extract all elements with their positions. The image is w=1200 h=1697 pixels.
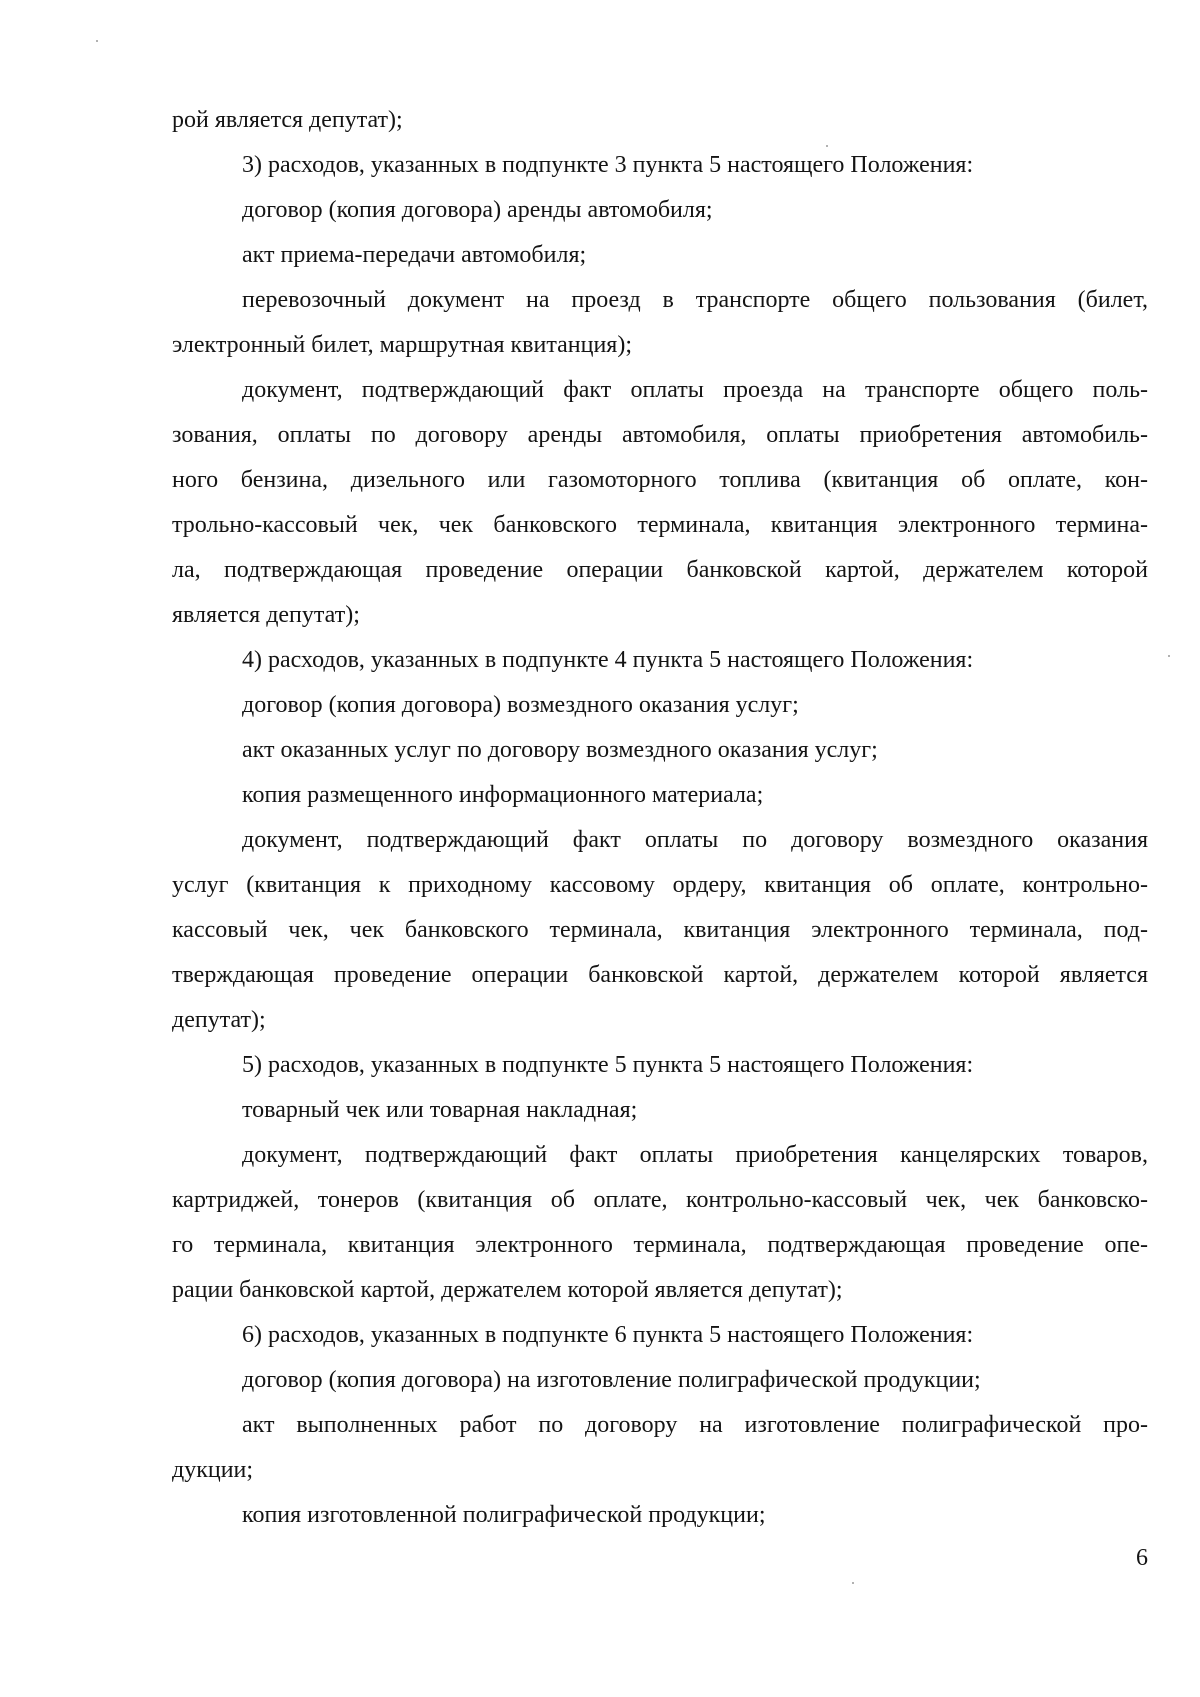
text-line: договор (копия договора) аренды автомобиля; bbox=[242, 197, 713, 223]
text-line: ла, подтверждающая проведение операции банковской картой, держателем которой bbox=[172, 557, 1148, 583]
text-line: картриджей, тонеров (квитанция об оплате, контрольно-кассовый чек, чек банковско- bbox=[172, 1187, 1148, 1213]
text-line: кассовый чек, чек банковского терминала, квитанция электронного терминала, под- bbox=[172, 917, 1148, 943]
text-line: 4) расходов, указанных в подпункте 4 пункта 5 настоящего Положения: bbox=[242, 647, 974, 673]
text-line: депутат); bbox=[172, 1007, 266, 1033]
text-line: 6) расходов, указанных в подпункте 6 пункта 5 настоящего Положения: bbox=[242, 1322, 974, 1348]
text-line: рации банковской картой, держателем которой является депутат); bbox=[172, 1277, 843, 1303]
text-line: дукции; bbox=[172, 1457, 254, 1483]
text-line: акт приема-передачи автомобиля; bbox=[242, 242, 587, 268]
text-line: товарный чек или товарная накладная; bbox=[242, 1097, 638, 1123]
text-line: копия размещенного информационного материала; bbox=[242, 782, 764, 808]
scan-speck bbox=[1168, 655, 1170, 657]
text-line: является депутат); bbox=[172, 602, 360, 628]
text-line: документ, подтверждающий факт оплаты по договору возмездного оказания bbox=[242, 827, 1148, 853]
text-line: го терминала, квитанция электронного терминала, подтверждающая проведение опе- bbox=[172, 1232, 1148, 1258]
scan-speck bbox=[852, 1582, 854, 1584]
text-line: акт оказанных услуг по договору возмездного оказания услуг; bbox=[242, 737, 878, 763]
text-line: электронный билет, маршрутная квитанция); bbox=[172, 332, 633, 358]
text-line: договор (копия договора) возмездного оказания услуг; bbox=[242, 692, 799, 718]
text-line: акт выполненных работ по договору на изготовление полиграфической про- bbox=[242, 1412, 1148, 1438]
text-line: зования, оплаты по договору аренды автомобиля, оплаты приобретения автомобиль- bbox=[172, 422, 1148, 448]
text-line: договор (копия договора) на изготовление полиграфической продукции; bbox=[242, 1367, 981, 1393]
text-line: тверждающая проведение операции банковской картой, держателем которой является bbox=[172, 962, 1148, 988]
text-line: перевозочный документ на проезд в транспорте общего пользования (билет, bbox=[242, 287, 1148, 313]
text-line: копия изготовленной полиграфической продукции; bbox=[242, 1502, 766, 1528]
scan-speck bbox=[826, 145, 828, 147]
text-line: 3) расходов, указанных в подпункте 3 пункта 5 настоящего Положения: bbox=[242, 152, 974, 178]
text-line: рой является депутат); bbox=[172, 107, 403, 133]
text-line: документ, подтверждающий факт оплаты приобретения канцелярских товаров, bbox=[242, 1142, 1148, 1168]
text-line: 5) расходов, указанных в подпункте 5 пункта 5 настоящего Положения: bbox=[242, 1052, 974, 1078]
text-line: ного бензина, дизельного или газомоторного топлива (квитанция об оплате, кон- bbox=[172, 467, 1148, 493]
page-number: 6 bbox=[1136, 1545, 1148, 1571]
text-line: услуг (квитанция к приходному кассовому ордеру, квитанция об оплате, контрольно- bbox=[172, 872, 1148, 898]
scan-speck bbox=[96, 40, 98, 42]
text-line: трольно-кассовый чек, чек банковского терминала, квитанция электронного термина- bbox=[172, 512, 1148, 538]
text-line: документ, подтверждающий факт оплаты проезда на транспорте общего поль- bbox=[242, 377, 1148, 403]
